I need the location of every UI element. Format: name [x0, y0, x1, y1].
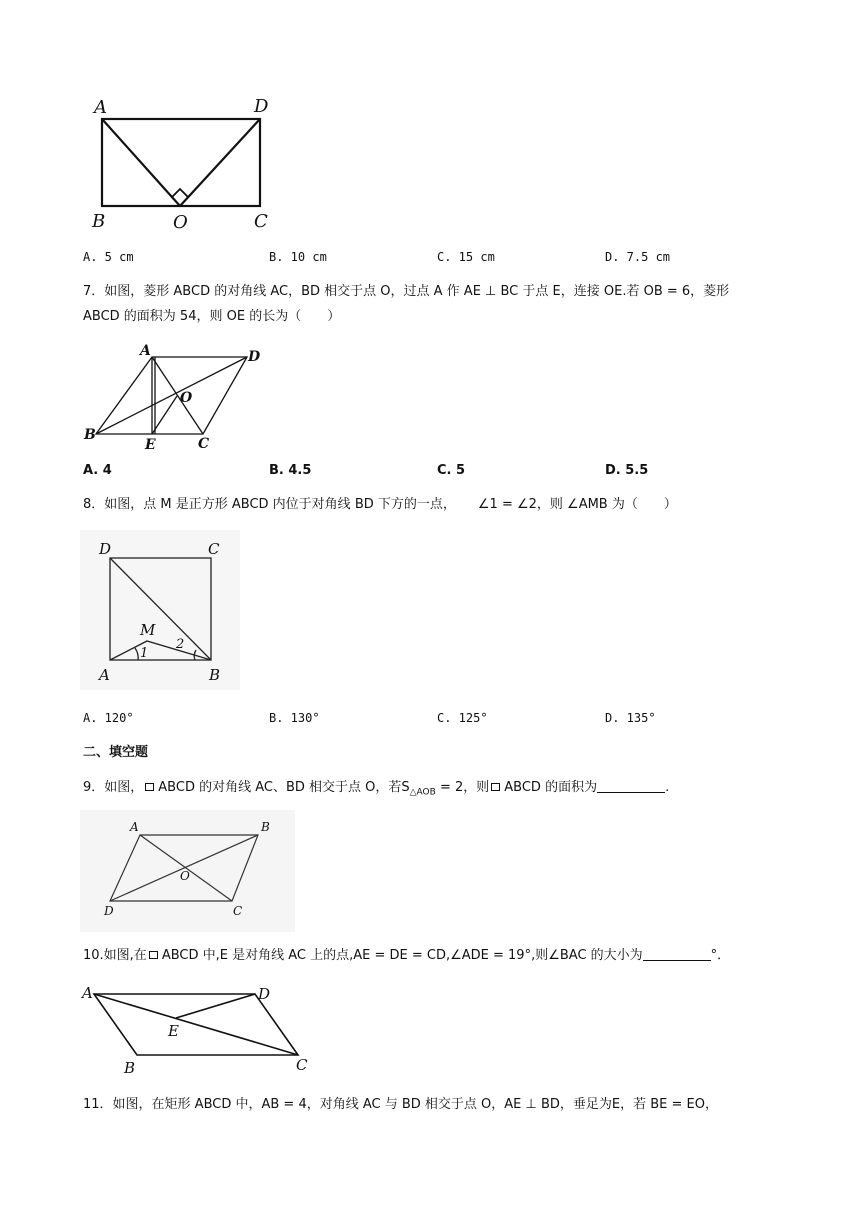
- q6-figure: [80, 90, 290, 235]
- q8-label-m: M: [140, 621, 156, 639]
- q9-label-a: A: [130, 820, 139, 834]
- q7-option-b: B. 4.5: [269, 463, 312, 478]
- q10-text-a: 10.如图,在: [83, 948, 147, 963]
- q9-label-c: C: [233, 904, 243, 918]
- q9-text-c: = 2，则: [435, 780, 490, 795]
- q7-label-e: E: [145, 437, 156, 453]
- q8-text-a: 8．如图，点 M 是正方形 ABCD 内位于对角线 BD 下方的一点，: [83, 497, 456, 512]
- q8-text-c: ，则 ∠AMB 为（ ）: [536, 497, 677, 512]
- q8-question: [83, 495, 677, 515]
- q9-label-o: O: [180, 869, 190, 883]
- q8-label-angle2: 2: [176, 637, 185, 652]
- q7-label-d: D: [248, 349, 261, 365]
- q7-label-c: C: [198, 436, 210, 452]
- q10-label-e: E: [168, 1022, 179, 1040]
- q8-label-c: C: [208, 540, 220, 558]
- q9-text-e: .: [665, 780, 670, 795]
- q11-question-line1: 11．如图，在矩形 ABCD 中，AB = 4，对角线 AC 与 BD 相交于点 O，AE ⊥ BD，垂足为E，若 BE = EO，: [83, 1097, 718, 1112]
- q9-label-d: D: [104, 904, 114, 918]
- q7-label-a: A: [140, 343, 151, 359]
- q9-text-b: ABCD 的对角线 AC、BD 相交于点 O，若S: [158, 780, 410, 795]
- q9-label-b: B: [261, 820, 270, 834]
- q7-option-d: D. 5.5: [605, 463, 649, 478]
- q8-condition: ∠1 = ∠2: [477, 497, 537, 512]
- q8-label-a: A: [99, 666, 110, 684]
- q10-label-d: D: [258, 985, 271, 1003]
- q9-question: [83, 778, 669, 803]
- q10-question: [83, 946, 730, 966]
- q8-figure: [80, 530, 240, 690]
- q10-label-c: C: [296, 1056, 308, 1074]
- q10-text-c: °．: [710, 948, 731, 963]
- q6-label-d: D: [254, 96, 269, 117]
- q10-figure: [80, 978, 320, 1076]
- q7-option-c: C. 5: [437, 463, 466, 478]
- parallelogram-symbol: [491, 783, 500, 791]
- q9-text-a: 9．如图，: [83, 780, 144, 795]
- q8-label-b: B: [209, 666, 221, 684]
- q7-question-line2: ABCD 的面积为 54，则 OE 的长为（ ）: [83, 309, 341, 324]
- q10-label-a: A: [82, 984, 93, 1002]
- q8-label-d: D: [99, 540, 112, 558]
- section-title: 二、填空题: [83, 745, 149, 760]
- q9-figure: [80, 810, 295, 932]
- q6-label-c: C: [254, 211, 268, 232]
- parallelogram-symbol: [149, 951, 158, 959]
- q6-option-d: D. 7.5 cm: [605, 250, 671, 264]
- q6-option-a: A. 5 cm: [83, 250, 134, 264]
- q7-label-b: B: [84, 427, 96, 443]
- q10-answer-blank[interactable]: [643, 946, 711, 961]
- q8-option-d: D. 135°: [605, 711, 656, 725]
- q7-option-a: A. 4: [83, 463, 112, 478]
- q8-option-c: C. 125°: [437, 711, 488, 725]
- q8-option-a: A. 120°: [83, 711, 134, 725]
- q10-label-b: B: [124, 1059, 136, 1076]
- q9-answer-blank[interactable]: [597, 778, 665, 793]
- q6-label-b: B: [92, 211, 106, 232]
- q9-subscript: △AOB: [409, 787, 436, 798]
- q6-label-a: A: [94, 97, 107, 118]
- q8-option-b: B. 130°: [269, 711, 320, 725]
- q9-text-d: ABCD 的面积为: [504, 780, 598, 795]
- q7-label-o: O: [180, 390, 193, 406]
- q6-label-o: O: [173, 212, 188, 233]
- q7-question-line1: 7．如图，菱形 ABCD 的对角线 AC，BD 相交于点 O，过点 A 作 AE ⊥ BC 于点 E，连接 OE.若 OB = 6，菱形: [83, 284, 730, 299]
- q6-option-b: B. 10 cm: [269, 250, 327, 264]
- q8-label-angle1: 1: [140, 646, 149, 661]
- q10-text-b: ABCD 中,E 是对角线 AC 上的点,AE = DE = CD,∠ADE = 19°,则∠BAC 的大小为: [161, 948, 643, 963]
- q7-figure: [80, 340, 270, 455]
- parallelogram-symbol: [145, 783, 154, 791]
- q6-option-c: C. 15 cm: [437, 250, 495, 264]
